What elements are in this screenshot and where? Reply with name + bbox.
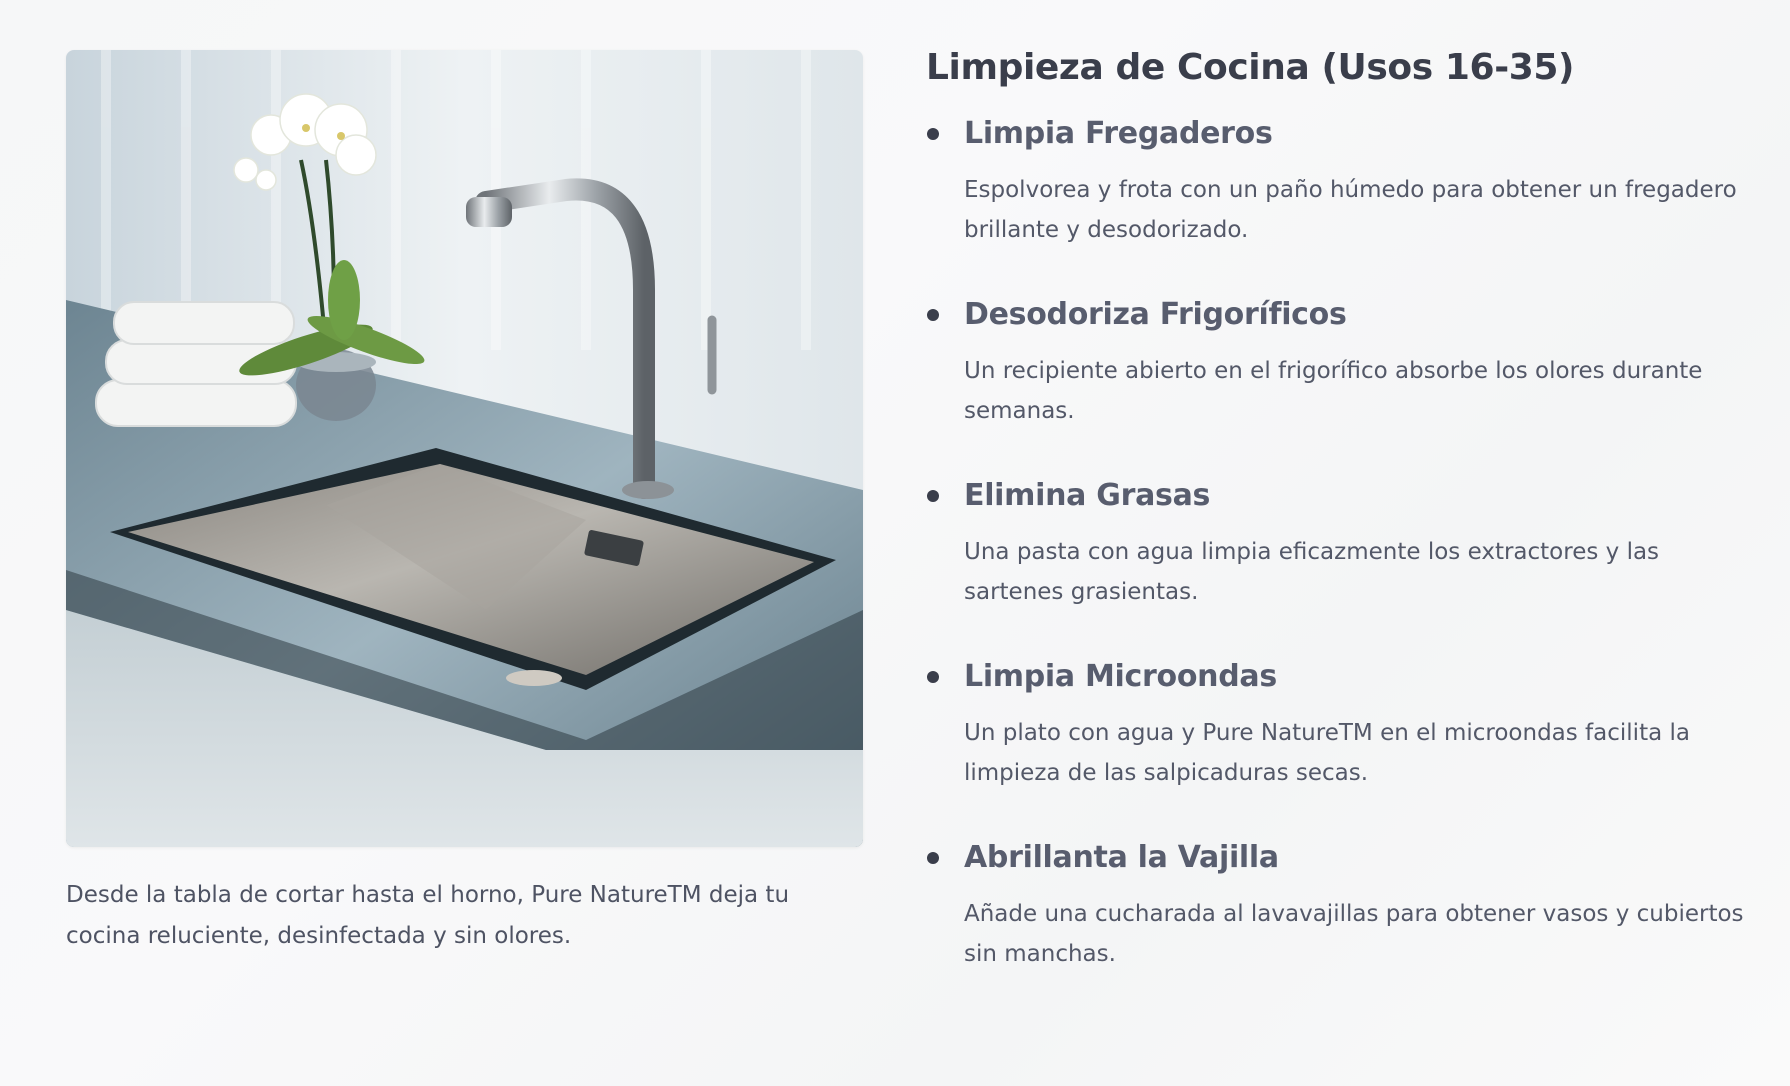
use-description: Añade una cucharada al lavavajillas para obtener vasos y cubiertos sin manchas. [964, 901, 1744, 967]
list-item [926, 289, 1746, 431]
use-title: Abrillanta la Vajilla [964, 840, 1279, 875]
list-item [926, 651, 1746, 793]
bullet-icon [927, 671, 939, 683]
uses-list [926, 108, 1746, 974]
list-item [926, 108, 1746, 250]
use-description: Una pasta con agua limpia eficazmente los extractores y las sartenes grasientas. [964, 539, 1660, 605]
bullet-icon [927, 309, 939, 321]
left-column [66, 50, 863, 957]
bullet-icon [927, 490, 939, 502]
use-description: Un plato con agua y Pure NatureTM en el microondas facilita la limpieza de las salpicaduras secas. [964, 720, 1690, 786]
section-title: Limpieza de Cocina (Usos 16-35) [926, 47, 1575, 88]
use-title: Elimina Grasas [964, 478, 1211, 513]
use-title: Limpia Fregaderos [964, 116, 1273, 151]
list-item [926, 470, 1746, 612]
image-caption: Desde la tabla de cortar hasta el horno, Pure NatureTM deja tu cocina reluciente, desinfectada y sin olores. [66, 882, 790, 949]
use-description: Un recipiente abierto en el frigorífico absorbe los olores durante semanas. [964, 358, 1703, 424]
right-column [926, 40, 1746, 974]
use-title: Limpia Microondas [964, 659, 1277, 694]
list-item [926, 832, 1746, 974]
kitchen-sink-photo [66, 50, 863, 847]
bullet-icon [927, 128, 939, 140]
bullet-icon [927, 852, 939, 864]
use-title: Desodoriza Frigoríficos [964, 297, 1347, 332]
use-description: Espolvorea y frota con un paño húmedo para obtener un fregadero brillante y desodorizado. [964, 177, 1737, 243]
